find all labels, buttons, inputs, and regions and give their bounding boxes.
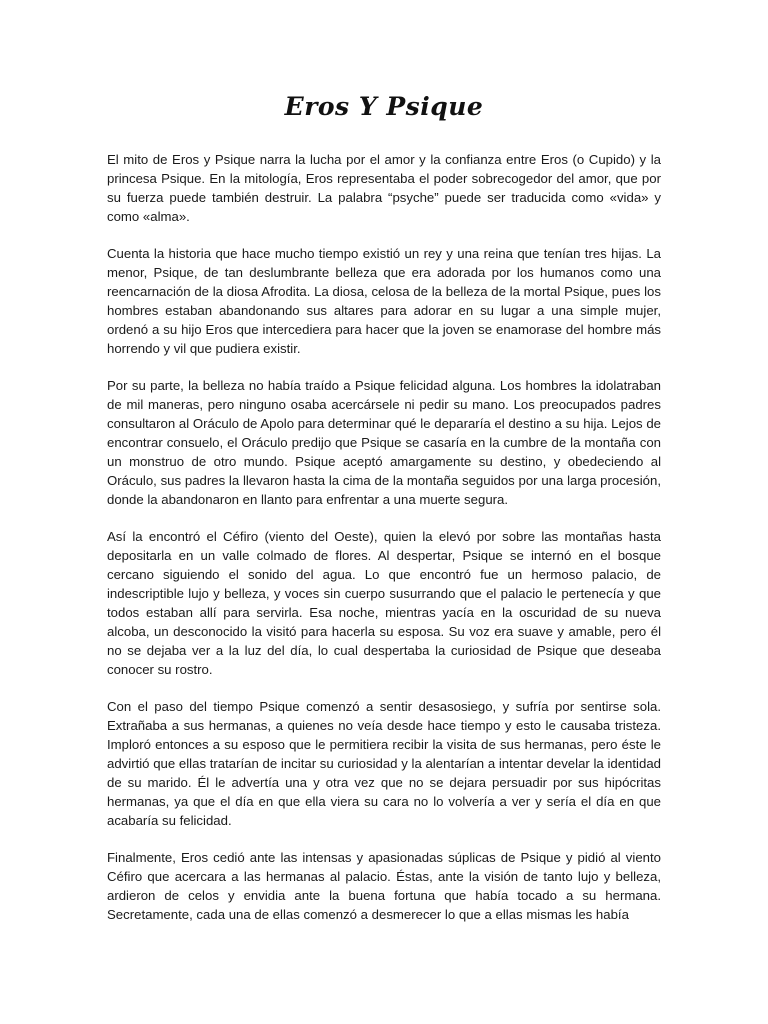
- paragraph-1: El mito de Eros y Psique narra la lucha por el amor y la confianza entre Eros (o Cupido) y la princesa Psique. En la mitología, Eros representaba el poder sobrecogedor del amor, que por su fuerza puede también destruir. La palabra “psyche” puede ser traducida como «vida» y como «alma».: [107, 152, 661, 224]
- paragraph-6: Finalmente, Eros cedió ante las intensas y apasionadas súplicas de Psique y pidió al viento Céfiro que acercara a las hermanas al palacio. Éstas, ante la visión de tanto lujo y belleza, ardieron de celos y envidia ante la buena fortuna que había tocado a su hermana. Secretamente, cada una de ellas comenzó a desmerecer lo que a ellas mismas les había: [107, 850, 661, 922]
- document-body: [107, 150, 661, 942]
- paragraph-2: Cuenta la historia que hace mucho tiempo existió un rey y una reina que tenían tres hijas. La menor, Psique, de tan deslumbrante belleza que era adorada por los humanos como una reencarnación de la diosa Afrodita. La diosa, celosa de la belleza de la mortal Psique, pues los hombres estaban abandonando sus altares para adorar en su lugar a una simple mujer, ordenó a su hijo Eros que intercediera para hacer que la joven se enamorase del hombre más horrendo y vil que pudiera existir.: [107, 246, 661, 356]
- paragraph-4: Así la encontró el Céfiro (viento del Oeste), quien la elevó por sobre las montañas hasta depositarla en un valle colmado de flores. Al despertar, Psique se internó en el bosque cercano siguiendo el sonido del agua. Lo que encontró fue un hermoso palacio, de indescriptible lujo y belleza, y voces sin cuerpo susurrando que el palacio le pertenecía y que todos estaban allí para servirla. Esa noche, mientras yacía en la oscuridad de su nueva alcoba, un desconocido la visitó para hacerla su esposa. Su voz era suave y amable, pero él no se dejaba ver a la luz del día, lo cual despertaba la curiosidad de Psique que deseaba conocer su rostro.: [107, 529, 661, 677]
- paragraph-3: Por su parte, la belleza no había traído a Psique felicidad alguna. Los hombres la idolatraban de mil maneras, pero ninguno osaba acercársele ni pedir su mano. Los preocupados padres consultaron al Oráculo de Apolo para determinar qué le depararía el destino a su hija. Lejos de encontrar consuelo, el Oráculo predijo que Psique se casaría en la cumbre de la montaña con un monstruo de otro mundo. Psique aceptó amargamente su destino, y obedeciendo al Oráculo, sus padres la llevaron hasta la cima de la montaña seguidos por una larga procesión, donde la abandonaron en llanto para enfrentar a una muerte segura.: [107, 378, 661, 507]
- document-title: Eros Y Psique: [284, 92, 484, 121]
- paragraph-5: Con el paso del tiempo Psique comenzó a sentir desasosiego, y sufría por sentirse sola. Extrañaba a sus hermanas, a quienes no veía desde hace tiempo y esto le causaba tristeza. Imploró entonces a su esposo que le permitiera recibir la visita de sus hermanas, pero éste le advirtió que ellas tratarían de incitar su curiosidad y la alentarían a intentar develar la identidad de su marido. Él le advertía una y otra vez que no se dejara persuadir por sus hipócritas hermanas, ya que el día en que ella viera su cara no lo volvería a ver y sería el día en que acabaría su felicidad.: [107, 699, 661, 828]
